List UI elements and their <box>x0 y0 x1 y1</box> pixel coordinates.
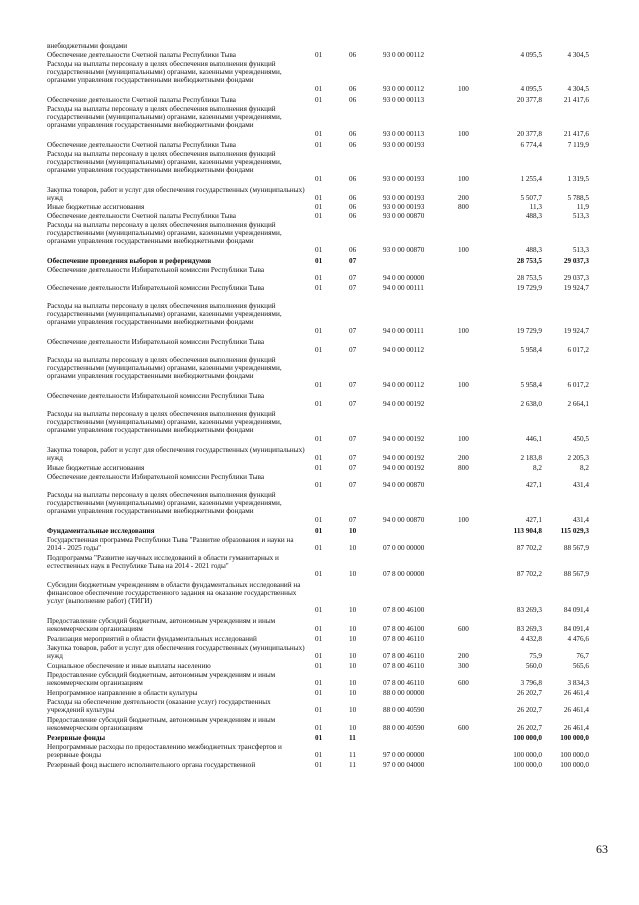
row-name: Закупка товаров, работ и услуг для обеспечения государственных (муниципальных) нужд <box>47 446 305 463</box>
code-expense-type: 200 <box>458 652 469 661</box>
amount-year-1: 19 729,9 <box>516 326 542 335</box>
code-subsection: 10 <box>349 662 357 670</box>
code-section: 01 <box>315 706 323 715</box>
code-subsection: 10 <box>349 652 357 661</box>
code-section: 01 <box>315 481 323 490</box>
code-subsection: 10 <box>349 689 357 697</box>
code-section: 01 <box>315 96 323 104</box>
code-target-article: 93 0 00 00870 <box>383 245 425 254</box>
code-section: 01 <box>315 400 323 409</box>
amount-year-2: 1 319,5 <box>567 174 589 183</box>
code-subsection: 10 <box>349 625 357 634</box>
code-target-article: 94 0 00 00870 <box>383 481 425 490</box>
amount-year-2: 100 000,0 <box>560 751 589 760</box>
amount-year-2: 19 924,7 <box>563 326 589 335</box>
row-name: Реализация мероприятий в области фундаментальных исследований <box>47 635 257 643</box>
code-target-article: 07 0 00 00000 <box>383 544 425 553</box>
code-subsection: 06 <box>349 174 357 183</box>
code-expense-type: 100 <box>458 380 469 389</box>
code-section: 01 <box>315 326 323 335</box>
amount-year-1: 5 507,7 <box>520 194 542 203</box>
row-name: Непрограммные расходы по предоставлению межбюджетных трансфертов и резервные фонды <box>47 743 282 760</box>
row-name: Обеспечение деятельности Избирательной комиссии Республики Тыва <box>47 392 265 400</box>
amount-year-2: 26 461,4 <box>563 706 589 715</box>
code-section: 01 <box>315 274 323 283</box>
code-expense-type: 800 <box>458 203 469 211</box>
code-target-article: 94 0 00 00111 <box>383 326 424 335</box>
code-subsection: 06 <box>349 51 357 59</box>
code-target-article: 07 8 00 46110 <box>383 635 425 643</box>
amount-year-2: 26 461,4 <box>563 724 589 733</box>
code-expense-type: 200 <box>458 194 469 203</box>
amount-year-1: 26 202,7 <box>516 724 542 733</box>
code-section: 01 <box>315 141 323 149</box>
code-section: 01 <box>315 51 323 59</box>
code-subsection: 10 <box>349 527 357 535</box>
code-subsection: 10 <box>349 679 357 688</box>
amount-year-1: 20 377,8 <box>516 96 542 104</box>
code-target-article: 94 0 00 00192 <box>383 400 425 409</box>
amount-year-1: 488,3 <box>525 212 542 220</box>
row-name: Закупка товаров, работ и услуг для обеспечения государственных (муниципальных) нужд <box>47 186 305 203</box>
code-target-article: 93 0 00 00193 <box>383 141 425 149</box>
amount-year-2: 21 417,6 <box>563 129 589 138</box>
code-subsection: 06 <box>349 141 357 149</box>
row-name: Обеспечение проведения выборов и референдумов <box>47 257 212 265</box>
code-expense-type: 600 <box>458 724 469 733</box>
code-section: 01 <box>315 605 323 614</box>
code-subsection: 11 <box>349 751 356 760</box>
code-section: 01 <box>315 652 323 661</box>
row-name: Обеспечение деятельности Счетной палаты Республики Тыва <box>47 141 236 149</box>
amount-year-1: 2 638,0 <box>520 400 542 409</box>
row-name: Непрограммное направление в области культуры <box>47 689 198 697</box>
code-target-article: 94 0 00 00192 <box>383 464 425 472</box>
code-target-article: 94 0 00 00870 <box>383 515 425 524</box>
amount-year-1: 83 269,3 <box>516 625 542 634</box>
amount-year-2: 21 417,6 <box>563 96 589 104</box>
code-subsection: 10 <box>349 635 357 643</box>
amount-year-1: 427,1 <box>525 515 542 524</box>
code-section: 01 <box>315 434 323 443</box>
amount-year-2: 5 788,5 <box>567 194 589 203</box>
code-target-article: 94 0 00 00112 <box>383 380 425 389</box>
amount-year-1: 87 702,2 <box>516 544 542 553</box>
code-subsection: 06 <box>349 194 357 203</box>
code-section: 01 <box>315 544 323 553</box>
code-expense-type: 300 <box>458 662 469 670</box>
code-target-article: 93 0 00 00113 <box>383 129 425 138</box>
amount-year-1: 488,3 <box>525 245 542 254</box>
row-name: Резервный фонд высшего исполнительного органа государственной <box>47 761 256 769</box>
code-subsection: 06 <box>349 212 357 220</box>
code-expense-type: 200 <box>458 454 469 463</box>
amount-year-2: 88 567,9 <box>563 570 589 579</box>
code-subsection: 07 <box>349 434 357 443</box>
row-name: Обеспечение деятельности Счетной палаты Республики Тыва <box>47 51 236 59</box>
code-target-article: 93 0 00 00112 <box>383 51 425 59</box>
code-subsection: 10 <box>349 605 357 614</box>
amount-year-2: 431,4 <box>572 515 589 524</box>
code-section: 01 <box>315 689 323 697</box>
code-subsection: 07 <box>349 380 357 389</box>
row-name: Государственная программа Республики Тыва "Развитие образования и науки на 2014 - 2025 годы" <box>47 536 294 553</box>
code-target-article: 97 0 00 04000 <box>383 761 425 769</box>
code-subsection: 07 <box>349 274 357 283</box>
row-name: Расходы на выплаты персоналу в целях обеспечения выполнения функций государственными (муниципальными) органами, казенными учреждениями, органами управления государственными внебюджетными фондами <box>47 491 282 516</box>
code-target-article: 93 0 00 00193 <box>383 174 425 183</box>
row-name: Обеспечение деятельности Избирательной комиссии Республики Тыва <box>47 284 265 292</box>
amount-year-2: 6 017,2 <box>567 346 589 355</box>
amount-year-2: 2 664,1 <box>567 400 589 409</box>
amount-year-1: 83 269,3 <box>516 605 542 614</box>
amount-year-1: 87 702,2 <box>516 570 542 579</box>
amount-year-2: 450,5 <box>572 434 589 443</box>
code-subsection: 10 <box>349 724 357 733</box>
code-section: 01 <box>315 751 323 760</box>
code-section: 01 <box>315 635 323 643</box>
code-expense-type: 100 <box>458 174 469 183</box>
code-subsection: 06 <box>349 245 357 254</box>
amount-year-2: 4 304,5 <box>567 84 589 93</box>
code-target-article: 94 0 00 00192 <box>383 434 425 443</box>
amount-year-2: 431,4 <box>572 481 589 490</box>
amount-year-2: 3 834,3 <box>567 679 589 688</box>
amount-year-1: 4 095,5 <box>520 51 542 59</box>
amount-year-2: 565,6 <box>572 662 589 670</box>
code-target-article: 93 0 00 00870 <box>383 212 425 220</box>
row-name: Расходы на выплаты персоналу в целях обеспечения выполнения функций государственными (муниципальными) органами, казенными учреждениями, органами управления государственными внебюджетными фондами <box>47 105 282 130</box>
code-target-article: 97 0 00 00000 <box>383 751 425 760</box>
code-subsection: 07 <box>349 326 357 335</box>
row-name: Предоставление субсидий бюджетным, автономным учреждениям и иным некоммерческим организациям <box>47 716 276 733</box>
amount-year-1: 20 377,8 <box>516 129 542 138</box>
code-section: 01 <box>315 515 323 524</box>
row-name: Иные бюджетные ассигнования <box>47 203 145 211</box>
code-section: 01 <box>315 346 323 355</box>
row-name: Иные бюджетные ассигнования <box>47 464 145 472</box>
code-target-article: 07 8 00 46100 <box>383 605 425 614</box>
code-subsection: 06 <box>349 203 357 211</box>
code-target-article: 94 0 00 00000 <box>383 274 425 283</box>
code-section: 01 <box>315 257 323 265</box>
code-section: 01 <box>315 734 323 742</box>
row-name: Обеспечение деятельности Избирательной комиссии Республики Тыва <box>47 473 265 481</box>
code-subsection: 10 <box>349 570 357 579</box>
code-section: 01 <box>315 380 323 389</box>
row-name: Предоставление субсидий бюджетным, автономным учреждениям и иным некоммерческим организациям <box>47 671 276 688</box>
code-target-article: 93 0 00 00113 <box>383 96 425 104</box>
code-target-article: 93 0 00 00112 <box>383 84 425 93</box>
row-name: Обеспечение деятельности Счетной палаты Республики Тыва <box>47 212 236 220</box>
code-target-article: 07 8 00 00000 <box>383 570 425 579</box>
amount-year-1: 19 729,9 <box>516 284 542 292</box>
amount-year-2: 4 476,6 <box>567 635 589 643</box>
code-subsection: 07 <box>349 464 357 472</box>
code-section: 01 <box>315 454 323 463</box>
amount-year-1: 446,1 <box>525 434 542 443</box>
code-subsection: 07 <box>349 515 357 524</box>
amount-year-1: 100 000,0 <box>513 751 542 760</box>
code-target-article: 94 0 00 00112 <box>383 346 425 355</box>
code-section: 01 <box>315 84 323 93</box>
row-name: Расходы на выплаты персоналу в целях обеспечения выполнения функций государственными (муниципальными) органами, казенными учреждениями, органами управления государственными внебюджетными фондами <box>47 410 282 435</box>
code-subsection: 06 <box>349 96 357 104</box>
code-expense-type: 100 <box>458 326 469 335</box>
amount-year-1: 3 796,8 <box>520 679 542 688</box>
page-number: 63 <box>596 842 608 856</box>
code-subsection: 07 <box>349 400 357 409</box>
code-subsection: 10 <box>349 706 357 715</box>
code-expense-type: 800 <box>458 464 469 472</box>
amount-year-2: 29 037,3 <box>563 257 589 265</box>
code-subsection: 07 <box>349 284 357 292</box>
amount-year-2: 513,3 <box>572 245 589 254</box>
amount-year-1: 560,0 <box>525 662 542 670</box>
amount-year-1: 6 774,4 <box>520 141 542 149</box>
amount-year-2: 88 567,9 <box>563 544 589 553</box>
row-name: Расходы на выплаты персоналу в целях обеспечения выполнения функций государственными (муниципальными) органами, казенными учреждениями, органами управления государственными внебюджетными фондами <box>47 60 282 85</box>
amount-year-2: 11,9 <box>576 203 589 211</box>
amount-year-2: 29 037,3 <box>563 274 589 283</box>
code-target-article: 07 8 00 46110 <box>383 679 425 688</box>
code-subsection: 07 <box>349 346 357 355</box>
code-target-article: 93 0 00 00193 <box>383 194 425 203</box>
code-section: 01 <box>315 570 323 579</box>
amount-year-2: 26 461,4 <box>563 689 589 697</box>
code-subsection: 06 <box>349 84 357 93</box>
code-target-article: 88 0 00 40590 <box>383 706 425 715</box>
code-subsection: 07 <box>349 481 357 490</box>
amount-year-1: 1 255,4 <box>520 174 542 183</box>
amount-year-2: 6 017,2 <box>567 380 589 389</box>
amount-year-1: 28 753,5 <box>516 257 542 265</box>
row-name: Расходы на выплаты персоналу в целях обеспечения выполнения функций государственными (муниципальными) органами, казенными учреждениями, органами управления государственными внебюджетными фондами <box>47 356 282 381</box>
amount-year-1: 26 202,7 <box>516 706 542 715</box>
code-subsection: 06 <box>349 129 357 138</box>
code-section: 01 <box>315 464 323 472</box>
code-expense-type: 100 <box>458 84 469 93</box>
amount-year-1: 28 753,5 <box>516 274 542 283</box>
code-section: 01 <box>315 679 323 688</box>
amount-year-1: 4 095,5 <box>520 84 542 93</box>
code-section: 01 <box>315 174 323 183</box>
code-target-article: 93 0 00 00193 <box>383 203 425 211</box>
amount-year-2: 513,3 <box>572 212 589 220</box>
amount-year-2: 8,2 <box>580 464 589 472</box>
amount-year-1: 75,9 <box>529 652 542 661</box>
row-name: Фундаментальные исследования <box>47 527 155 535</box>
code-section: 01 <box>315 527 323 535</box>
code-subsection: 07 <box>349 257 357 265</box>
row-name: внебюджетными фондами <box>47 42 128 50</box>
code-section: 01 <box>315 761 323 769</box>
row-name: Расходы на обеспечение деятельности (оказание услуг) государственных учреждений культуры <box>47 698 271 715</box>
row-name: Подпрограмма "Развитие научных исследований в области гуманитарных и естественных наук в Республике Тыва на 2014 - 2021 годы" <box>47 554 279 571</box>
amount-year-2: 100 000,0 <box>560 734 589 742</box>
code-section: 01 <box>315 284 323 292</box>
code-section: 01 <box>315 194 323 203</box>
code-expense-type: 100 <box>458 129 469 138</box>
row-name: Расходы на выплаты персоналу в целях обеспечения выполнения функций государственными (муниципальными) органами, казенными учреждениями, органами управления государственными внебюджетными фондами <box>47 302 282 327</box>
amount-year-1: 2 183,8 <box>520 454 542 463</box>
row-name: Закупка товаров, работ и услуг для обеспечения государственных (муниципальных) нужд <box>47 644 305 661</box>
code-expense-type: 600 <box>458 679 469 688</box>
amount-year-1: 427,1 <box>525 481 542 490</box>
code-section: 01 <box>315 662 323 670</box>
code-expense-type: 600 <box>458 625 469 634</box>
amount-year-2: 84 091,4 <box>563 625 589 634</box>
amount-year-1: 8,2 <box>533 464 542 472</box>
amount-year-2: 4 304,5 <box>567 51 589 59</box>
row-name: Обеспечение деятельности Избирательной комиссии Республики Тыва <box>47 266 265 274</box>
code-section: 01 <box>315 129 323 138</box>
code-expense-type: 100 <box>458 434 469 443</box>
code-target-article: 94 0 00 00111 <box>383 284 424 292</box>
code-expense-type: 100 <box>458 515 469 524</box>
code-subsection: 10 <box>349 544 357 553</box>
amount-year-1: 100 000,0 <box>513 761 542 769</box>
row-name: Расходы на выплаты персоналу в целях обеспечения выполнения функций государственными (муниципальными) органами, казенными учреждениями, органами управления государственными внебюджетными фондами <box>47 150 282 175</box>
amount-year-2: 7 119,9 <box>567 141 589 149</box>
row-name: Резервные фонды <box>47 734 106 742</box>
code-target-article: 07 8 00 46110 <box>383 652 425 661</box>
code-section: 01 <box>315 212 323 220</box>
amount-year-1: 113 904,8 <box>513 527 542 535</box>
code-section: 01 <box>315 724 323 733</box>
code-section: 01 <box>315 245 323 254</box>
amount-year-2: 76,7 <box>576 652 589 661</box>
amount-year-1: 5 958,4 <box>520 380 542 389</box>
amount-year-2: 115 029,3 <box>560 527 589 535</box>
row-name: Социальное обеспечение и иные выплаты населению <box>47 662 211 670</box>
code-target-article: 94 0 00 00192 <box>383 454 425 463</box>
code-target-article: 88 0 00 00000 <box>383 689 425 697</box>
row-name: Обеспечение деятельности Счетной палаты Республики Тыва <box>47 96 236 104</box>
amount-year-1: 100 000,0 <box>513 734 542 742</box>
code-subsection: 07 <box>349 454 357 463</box>
row-name: Предоставление субсидий бюджетным, автономным учреждениям и иным некоммерческим организациям <box>47 617 276 634</box>
row-name: Субсидии бюджетным учреждениям в области фундаментальных исследований на финансовое обеспечение государственного задания на оказание государственных услуг (выполнение работ) (ТИГИ) <box>47 581 301 606</box>
amount-year-2: 19 924,7 <box>563 284 589 292</box>
code-target-article: 88 0 00 40590 <box>383 724 425 733</box>
amount-year-2: 84 091,4 <box>563 605 589 614</box>
amount-year-1: 4 432,8 <box>520 635 542 643</box>
row-name: Расходы на выплаты персоналу в целях обеспечения выполнения функций государственными (муниципальными) органами, казенными учреждениями, органами управления государственными внебюджетными фондами <box>47 221 282 246</box>
amount-year-1: 5 958,4 <box>520 346 542 355</box>
code-section: 01 <box>315 203 323 211</box>
amount-year-1: 26 202,7 <box>516 689 542 697</box>
row-name: Обеспечение деятельности Избирательной комиссии Республики Тыва <box>47 338 265 346</box>
code-section: 01 <box>315 625 323 634</box>
code-subsection: 11 <box>349 761 356 769</box>
code-expense-type: 100 <box>458 245 469 254</box>
code-target-article: 07 8 00 46100 <box>383 625 425 634</box>
amount-year-2: 100 000,0 <box>560 761 589 769</box>
amount-year-1: 11,3 <box>529 203 542 211</box>
code-subsection: 11 <box>349 734 356 742</box>
amount-year-2: 2 205,3 <box>567 454 589 463</box>
code-target-article: 07 8 00 46110 <box>383 662 425 670</box>
